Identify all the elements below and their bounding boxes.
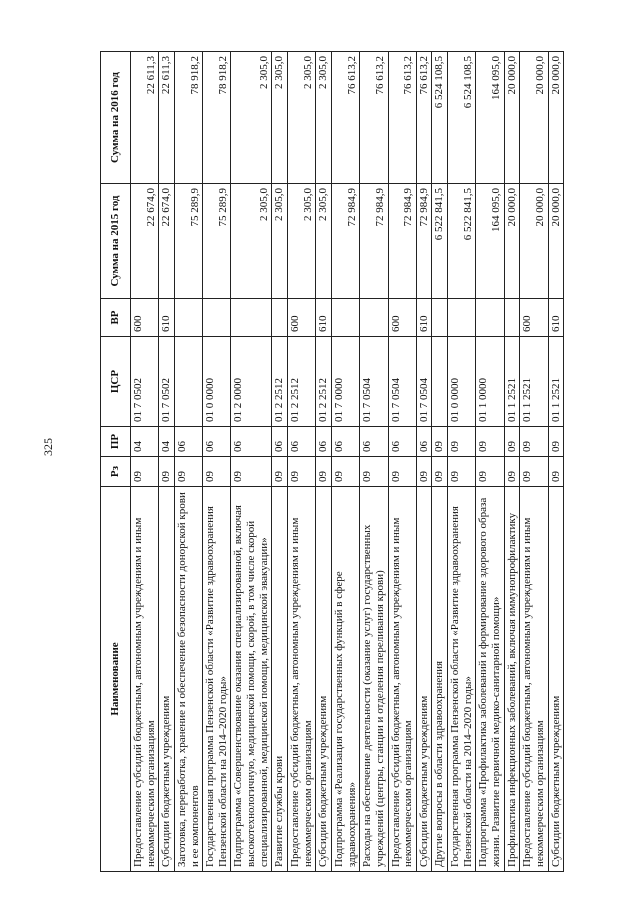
- table-body: [131, 52, 564, 872]
- cell-pr: 09: [476, 427, 504, 457]
- table-row: [476, 52, 504, 872]
- cell-vr: [432, 299, 448, 337]
- budget-table-container: [100, 52, 562, 872]
- cell-sum-2015: 72 984,9: [416, 184, 432, 299]
- cell-sum-2015: 72 984,9: [388, 184, 416, 299]
- cell-vr: 600: [520, 299, 548, 337]
- cell-rz: 09: [131, 457, 159, 487]
- cell-rz: 09: [476, 457, 504, 487]
- cell-name: Субсидии бюджетным учреждениям: [159, 487, 175, 872]
- cell-csr: 01 2 2512: [272, 337, 288, 427]
- cell-rz: 09: [288, 457, 316, 487]
- cell-rz: 09: [231, 457, 272, 487]
- cell-vr: [203, 299, 231, 337]
- cell-rz: 09: [316, 457, 332, 487]
- cell-sum-2016: 76 613,2: [360, 52, 388, 184]
- cell-pr: 06: [174, 427, 202, 457]
- cell-sum-2016: 2 305,0: [316, 52, 332, 184]
- cell-rz: 09: [159, 457, 175, 487]
- cell-csr: [432, 337, 448, 427]
- cell-sum-2016: 20 000,0: [504, 52, 520, 184]
- cell-sum-2015: 20 000,0: [520, 184, 548, 299]
- header-sum-2015: Сумма на 2015 год: [101, 184, 131, 299]
- header-rz: Рз: [101, 457, 131, 487]
- cell-rz: 09: [520, 457, 548, 487]
- table-row: [131, 52, 159, 872]
- page-number: 325: [41, 438, 55, 456]
- cell-name: Государственная программа Пензенской области «Развитие здравоохранения Пензенской области на 2014–2020 годы»: [448, 487, 476, 872]
- cell-sum-2015: 2 305,0: [272, 184, 288, 299]
- table-row: [174, 52, 202, 872]
- table-row: [504, 52, 520, 872]
- table-row: [432, 52, 448, 872]
- cell-sum-2015: 20 000,0: [504, 184, 520, 299]
- cell-sum-2015: 22 674,0: [131, 184, 159, 299]
- cell-csr: 01 7 0000: [331, 337, 359, 427]
- cell-csr: 01 0 0000: [448, 337, 476, 427]
- cell-csr: 01 7 0502: [159, 337, 175, 427]
- cell-sum-2015: 72 984,9: [331, 184, 359, 299]
- header-vr: ВР: [101, 299, 131, 337]
- cell-name: Субсидии бюджетным учреждениям: [416, 487, 432, 872]
- table-row: [316, 52, 332, 872]
- cell-vr: 610: [548, 299, 564, 337]
- cell-sum-2016: 2 305,0: [288, 52, 316, 184]
- table-row: [203, 52, 231, 872]
- cell-vr: [231, 299, 272, 337]
- cell-csr: 01 1 2521: [548, 337, 564, 427]
- cell-rz: 09: [272, 457, 288, 487]
- cell-sum-2016: 22 611,3: [159, 52, 175, 184]
- cell-vr: 610: [416, 299, 432, 337]
- cell-pr: 06: [331, 427, 359, 457]
- cell-csr: 01 7 0502: [131, 337, 159, 427]
- cell-sum-2016: 2 305,0: [231, 52, 272, 184]
- cell-vr: [504, 299, 520, 337]
- budget-table: [100, 51, 564, 872]
- cell-sum-2016: 76 613,2: [388, 52, 416, 184]
- cell-csr: 01 2 2512: [288, 337, 316, 427]
- cell-name: Подпрограмма «Совершенствование оказания специализированной, включая высокотехнологичную, медицинской помощи, скорой, в том числе скорой специализированной, медицинской помощи, медицинской эвакуации»: [231, 487, 272, 872]
- table-row: [388, 52, 416, 872]
- cell-vr: 600: [131, 299, 159, 337]
- cell-vr: 600: [388, 299, 416, 337]
- cell-pr: 06: [272, 427, 288, 457]
- cell-name: Предоставление субсидий бюджетным, автономным учреждениям и иным некоммерческим организациям: [288, 487, 316, 872]
- cell-name: Развитие службы крови: [272, 487, 288, 872]
- cell-sum-2015: 22 674,0: [159, 184, 175, 299]
- cell-sum-2016: 78 918,2: [174, 52, 202, 184]
- cell-rz: 09: [203, 457, 231, 487]
- table-row: [231, 52, 272, 872]
- cell-pr: 04: [131, 427, 159, 457]
- cell-pr: 09: [520, 427, 548, 457]
- cell-vr: [360, 299, 388, 337]
- cell-rz: 09: [504, 457, 520, 487]
- cell-sum-2016: 164 095,0: [476, 52, 504, 184]
- cell-pr: 06: [360, 427, 388, 457]
- cell-pr: 04: [159, 427, 175, 457]
- cell-name: Расходы на обеспечение деятельности (оказание услуг) государственных учреждений (центры, станции и отделения переливания крови): [360, 487, 388, 872]
- header-csr: ЦСР: [101, 337, 131, 427]
- cell-csr: 01 1 0000: [476, 337, 504, 427]
- cell-name: Государственная программа Пензенской области «Развитие здравоохранения Пензенской области на 2014–2020 годы»: [203, 487, 231, 872]
- cell-rz: 09: [432, 457, 448, 487]
- cell-sum-2015: 6 522 841,5: [432, 184, 448, 299]
- cell-name: Субсидии бюджетным учреждениям: [548, 487, 564, 872]
- cell-name: Предоставление субсидий бюджетным, автономным учреждениям и иным некоммерческим организациям: [520, 487, 548, 872]
- cell-rz: 09: [388, 457, 416, 487]
- cell-sum-2016: 20 000,0: [548, 52, 564, 184]
- cell-pr: 06: [203, 427, 231, 457]
- cell-name: Заготовка, переработка, хранение и обеспечение безопасности донорской крови и ее компонентов: [174, 487, 202, 872]
- cell-vr: 600: [288, 299, 316, 337]
- cell-vr: [448, 299, 476, 337]
- cell-name: Предоставление субсидий бюджетным, автономным учреждениям и иным некоммерческим организациям: [388, 487, 416, 872]
- table-row: [416, 52, 432, 872]
- cell-sum-2016: 22 611,3: [131, 52, 159, 184]
- cell-sum-2016: 76 613,2: [331, 52, 359, 184]
- cell-vr: 610: [159, 299, 175, 337]
- cell-pr: 09: [448, 427, 476, 457]
- cell-pr: 06: [416, 427, 432, 457]
- table-row: [331, 52, 359, 872]
- cell-csr: 01 7 0504: [388, 337, 416, 427]
- cell-sum-2015: 164 095,0: [476, 184, 504, 299]
- cell-vr: [476, 299, 504, 337]
- cell-csr: 01 1 2521: [504, 337, 520, 427]
- cell-sum-2015: 2 305,0: [316, 184, 332, 299]
- cell-rz: 09: [416, 457, 432, 487]
- cell-vr: [331, 299, 359, 337]
- cell-csr: 01 0 0000: [203, 337, 231, 427]
- cell-rz: 09: [448, 457, 476, 487]
- cell-csr: 01 7 0504: [360, 337, 388, 427]
- cell-sum-2015: 6 522 841,5: [448, 184, 476, 299]
- cell-rz: 09: [174, 457, 202, 487]
- cell-name: Подпрограмма «Реализация государственных функций в сфере здравоохранения»: [331, 487, 359, 872]
- cell-sum-2015: 20 000,0: [548, 184, 564, 299]
- cell-csr: [174, 337, 202, 427]
- cell-sum-2015: 2 305,0: [231, 184, 272, 299]
- header-name: Наименование: [101, 487, 131, 872]
- cell-sum-2015: 75 289,9: [174, 184, 202, 299]
- cell-pr: 09: [432, 427, 448, 457]
- cell-pr: 06: [388, 427, 416, 457]
- cell-vr: 610: [316, 299, 332, 337]
- cell-name: Профилактика инфекционных заболеваний, включая иммунопрофилактику: [504, 487, 520, 872]
- cell-rz: 09: [331, 457, 359, 487]
- cell-vr: [174, 299, 202, 337]
- cell-sum-2016: 78 918,2: [203, 52, 231, 184]
- cell-name: Предоставление субсидий бюджетным, автономным учреждениям и иным некоммерческим организациям: [131, 487, 159, 872]
- cell-csr: 01 2 0000: [231, 337, 272, 427]
- table-row: [288, 52, 316, 872]
- table-row: [360, 52, 388, 872]
- cell-name: Субсидии бюджетным учреждениям: [316, 487, 332, 872]
- table-row: [272, 52, 288, 872]
- header-pr: ПР: [101, 427, 131, 457]
- cell-csr: 01 1 2521: [520, 337, 548, 427]
- cell-name: Другие вопросы в области здравоохранения: [432, 487, 448, 872]
- cell-sum-2016: 2 305,0: [272, 52, 288, 184]
- cell-sum-2015: 2 305,0: [288, 184, 316, 299]
- cell-sum-2015: 72 984,9: [360, 184, 388, 299]
- cell-sum-2016: 20 000,0: [520, 52, 548, 184]
- cell-sum-2015: 75 289,9: [203, 184, 231, 299]
- cell-pr: 06: [288, 427, 316, 457]
- cell-pr: 06: [316, 427, 332, 457]
- header-sum-2016: Сумма на 2016 год: [101, 52, 131, 184]
- cell-rz: 09: [548, 457, 564, 487]
- table-row: [520, 52, 548, 872]
- cell-csr: 01 2 2512: [316, 337, 332, 427]
- cell-sum-2016: 6 524 108,5: [448, 52, 476, 184]
- table-row: [548, 52, 564, 872]
- cell-name: Подпрограмма «Профилактика заболеваний и формирование здорового образа жизни. Развитие первичной медико-санитарной помощи»: [476, 487, 504, 872]
- cell-vr: [272, 299, 288, 337]
- table-row: [159, 52, 175, 872]
- cell-sum-2016: 76 613,2: [416, 52, 432, 184]
- cell-csr: 01 7 0504: [416, 337, 432, 427]
- cell-pr: 09: [548, 427, 564, 457]
- cell-rz: 09: [360, 457, 388, 487]
- cell-sum-2016: 6 524 108,5: [432, 52, 448, 184]
- cell-pr: 06: [231, 427, 272, 457]
- table-row: [448, 52, 476, 872]
- cell-pr: 09: [504, 427, 520, 457]
- table-header: [101, 52, 131, 872]
